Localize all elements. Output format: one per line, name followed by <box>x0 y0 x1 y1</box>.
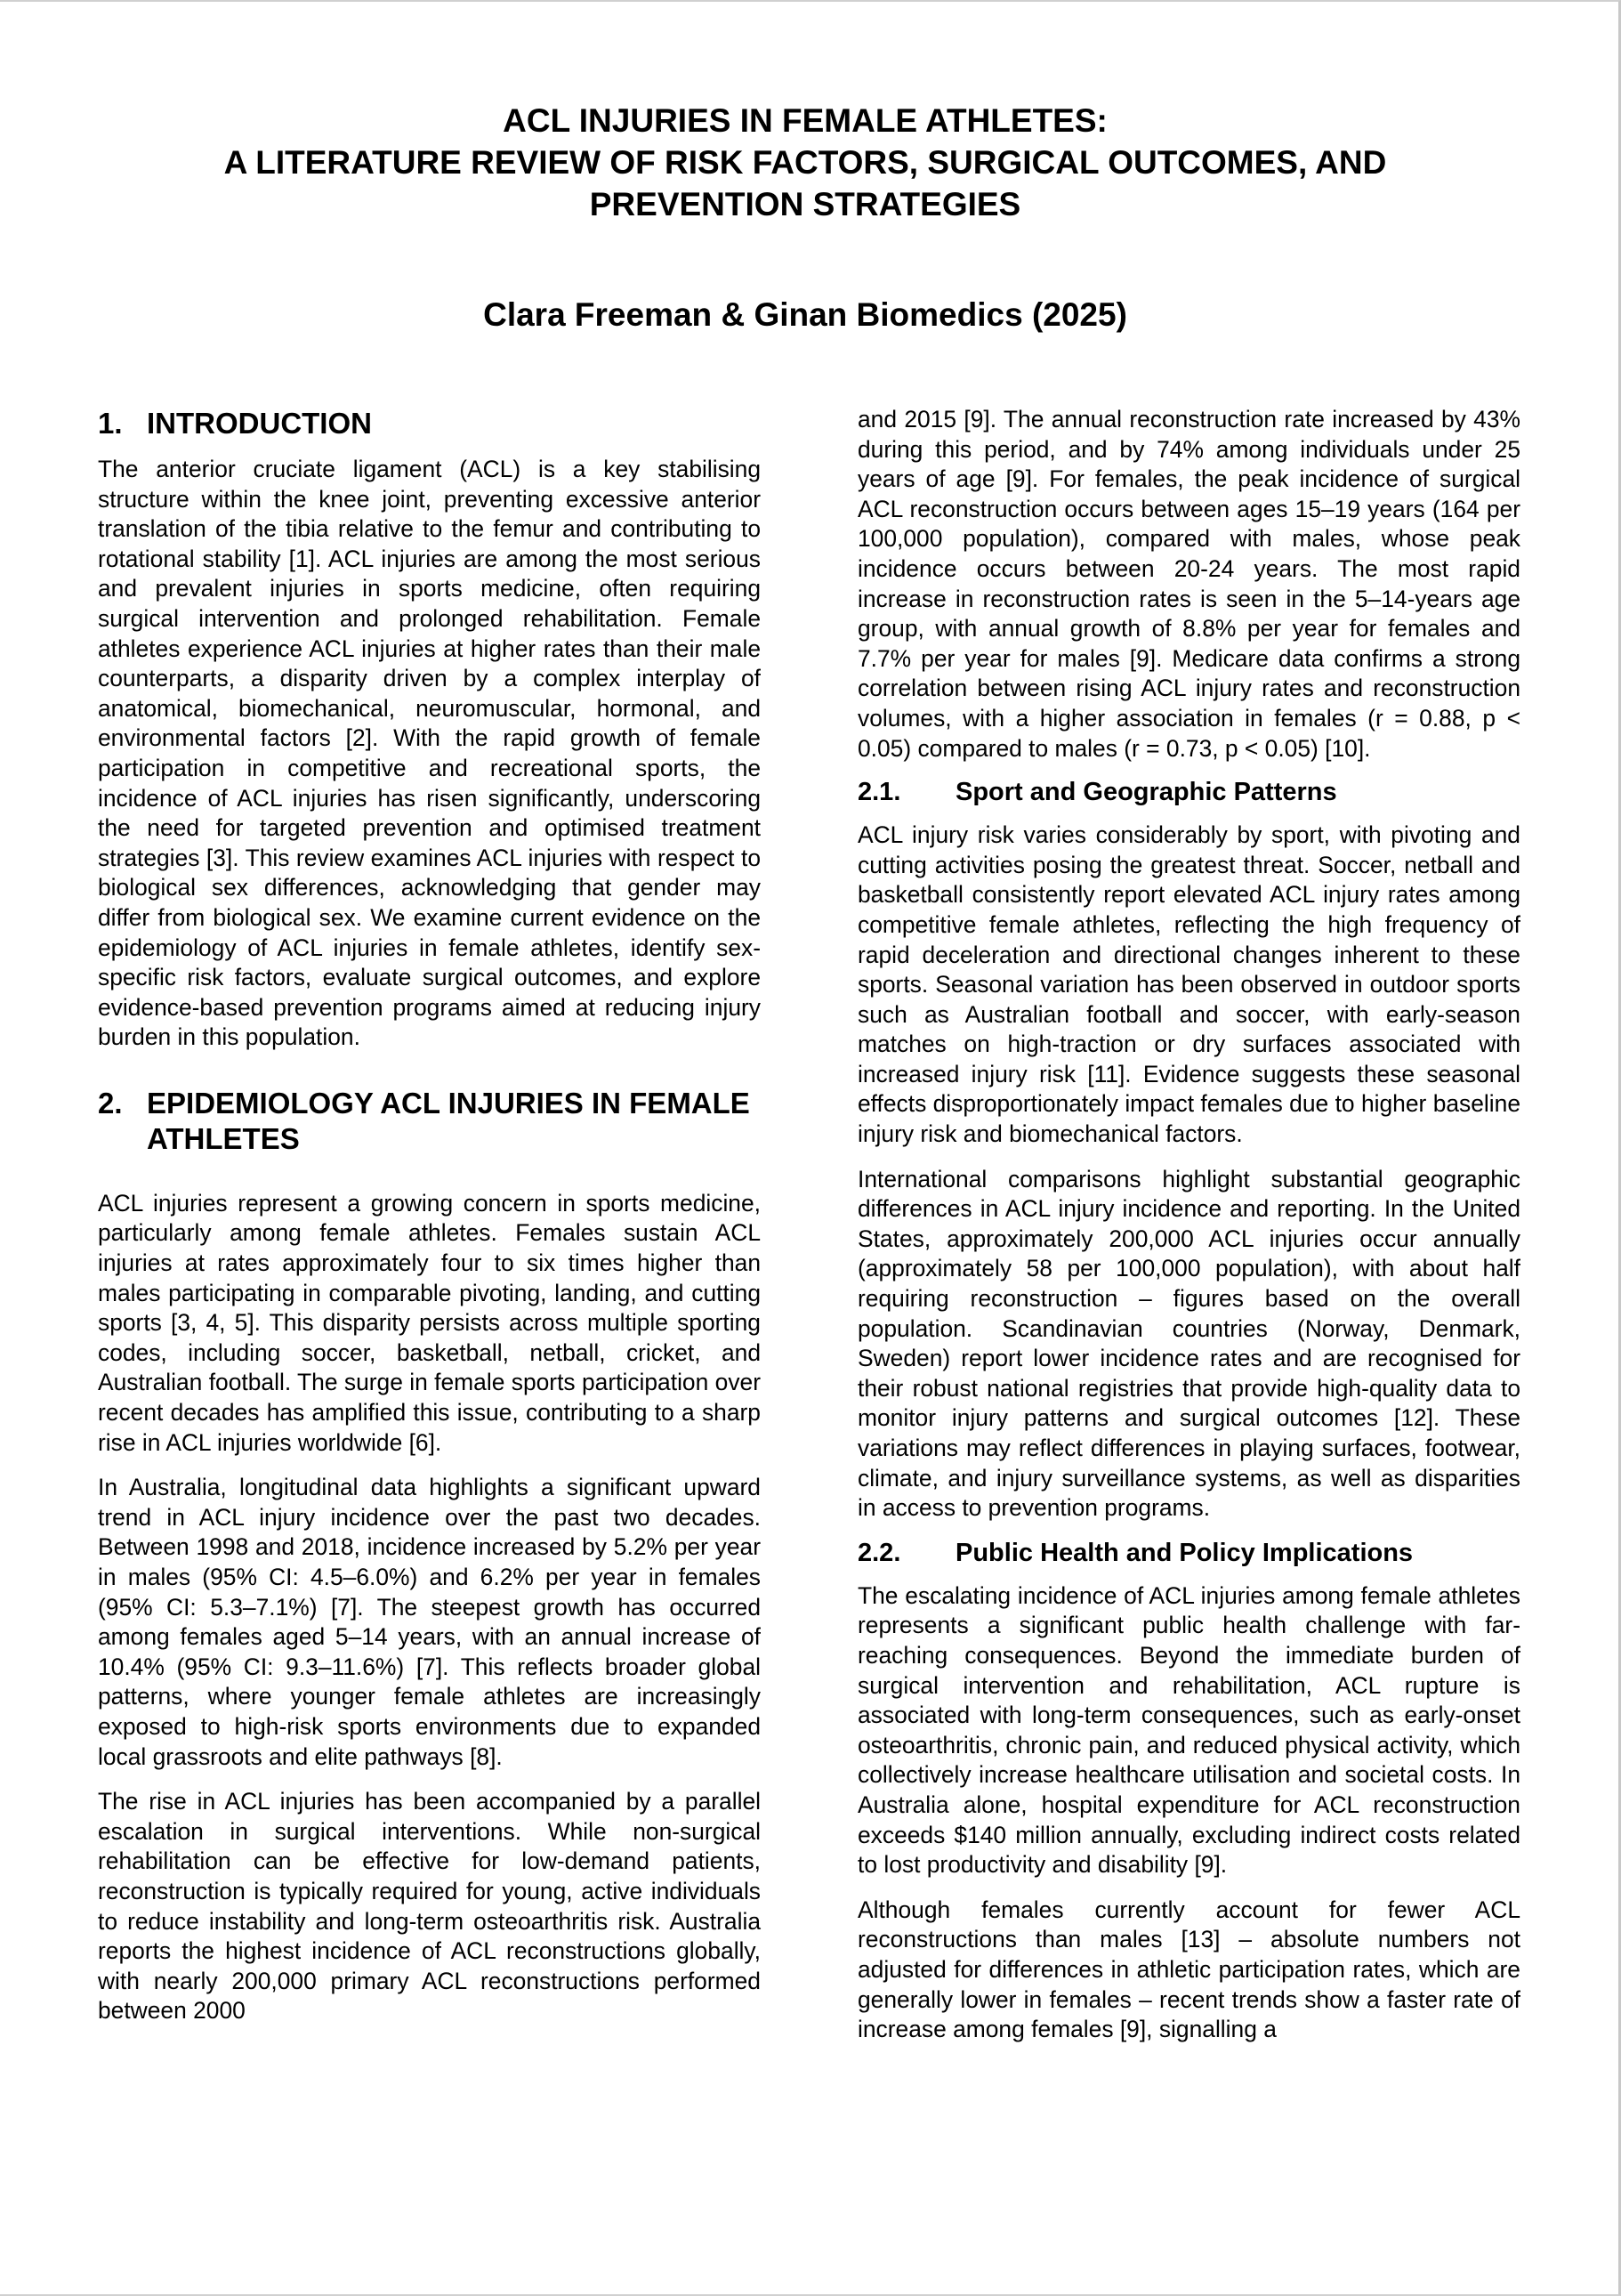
subsection-heading-sport-geographic <box>858 774 1520 810</box>
paper-title <box>98 100 1512 225</box>
sport-paragraph-1: ACL injury risk varies considerably by sport, with pivoting and cutting activities posing the greatest threat. Soccer, netball and basketball consistently report elevated ACL injury rates among competitive female athletes, reflecting the high frequency of rapid deceleration and directional changes inherent to these sports. Seasonal variation has been observed in outdoor sports such as Australian football and soccer, with early-season matches on high-traction or dry surfaces associated with increased injury risk [11]. Evidence suggests these seasonal effects disproportionately impact females due to higher baseline injury risk and biomechanical factors. <box>858 821 1520 1148</box>
section-number: 1. <box>98 407 123 440</box>
subsection-title: Sport and Geographic Patterns <box>956 778 1337 807</box>
epi-paragraph-3-continued: and 2015 [9]. The annual reconstruction rate increased by 43% during this period, and by 74% among individuals under 25 years of age [9]. For females, the peak incidence of surgical ACL reconstruction occurs between ages 15–19 years (164 per 100,000 population), compared with males, whose peak incidence occurs between 20-24 years. The most rapid increase in reconstruction rates is seen in the 5–14-years age group, with annual growth of 8.8% per year for females and 7.7% per year for males [9]. Medicare data confirms a strong correlation between rising ACL injury rates and reconstruction volumes, with a higher association in females (r = 0.88, p < 0.05) compared to males (r = 0.73, p < 0.05) [10]. <box>858 406 1520 762</box>
title-line-1: ACL INJURIES IN FEMALE ATHLETES: <box>503 102 1108 139</box>
subsection-number: 2.1. <box>858 778 901 807</box>
subsection-number: 2.2. <box>858 1538 901 1567</box>
section-heading-introduction <box>98 406 761 441</box>
epi-paragraph-2: In Australia, longitudinal data highlights a significant upward trend in ACL injury incidence over the past two decades. Between 1998 and 2018, incidence increased by 5.2% per year in males (95% CI: 4.5–6.0%) and 6.2% per year in females (95% CI: 5.3–7.1%) [7]. The steepest growth has occurred among females aged 5–14 years, with an annual increase of 10.4% (95% CI: 9.3–11.6%) [7]. This reflects broader global patterns, where younger female athletes are increasingly exposed to high-risk sports environments due to expanded local grassroots and elite pathways [8]. <box>98 1474 761 1770</box>
title-line-3: PREVENTION STRATEGIES <box>589 186 1021 222</box>
epi-paragraph-3: The rise in ACL injuries has been accompanied by a parallel escalation in surgical interventions. While non-surgical rehabilitation can be effective for low-demand patients, reconstruction is typically required for young, active individuals to reduce instability and long-term osteoarthritis risk. Australia reports the highest incidence of ACL reconstructions globally, with nearly 200,000 primary ACL reconstructions performed between 2000 <box>98 1788 761 2025</box>
title-line-2: A LITERATURE REVIEW OF RISK FACTORS, SURGICAL OUTCOMES, AND <box>223 144 1387 181</box>
section-title: EPIDEMIOLOGY ACL INJURIES IN FEMALE ATHLETES <box>147 1086 750 1155</box>
subsection-heading-public-health <box>858 1535 1520 1571</box>
section-heading-epidemiology <box>98 1086 761 1157</box>
policy-paragraph-2: Although females currently account for fewer ACL reconstructions than males [13] – absolute numbers not adjusted for differences in athletic participation rates, which are generally lower in females – recent trends show a faster rate of increase among females [9], signalling a <box>858 1896 1520 2043</box>
sport-paragraph-2: International comparisons highlight substantial geographic differences in ACL injury incidence and reporting. In the United States, approximately 200,000 ACL injuries occur annually (approximately 58 per 100,000 population), with about half requiring reconstruction – figures based on the overall population. Scandinavian countries (Norway, Denmark, Sweden) report lower incidence rates and are recognised for their robust national registries that provide high-quality data to monitor injury patterns and surgical outcomes [12]. These variations may reflect differences in playing surfaces, footwear, climate, and injury surveillance systems, as well as disparities in access to prevention programs. <box>858 1165 1520 1522</box>
section-title: INTRODUCTION <box>147 407 372 440</box>
policy-paragraph-1: The escalating incidence of ACL injuries among female athletes represents a significant public health challenge with far-reaching consequences. Beyond the immediate burden of surgical intervention and rehabilitation, ACL rupture is associated with long-term consequences, such as early-onset osteoarthritis, chronic pain, and reduced physical activity, which collectively increase healthcare utilisation and societal costs. In Australia alone, hospital expenditure for ACL reconstruction exceeds $140 million annually, excluding indirect costs related to lost productivity and disability [9]. <box>858 1581 1520 1879</box>
right-column <box>858 405 1520 2045</box>
subsection-title: Public Health and Policy Implications <box>956 1538 1414 1567</box>
left-column <box>98 406 761 2026</box>
epi-paragraph-1: ACL injuries represent a growing concern in sports medicine, particularly among female athletes. Females sustain ACL injuries at rates approximately four to six times higher than males participating in comparable pivoting, landing, and cutting sports [3, 4, 5]. This disparity persists across multiple sporting codes, including soccer, basketball, netball, cricket, and Australian football. The surge in female sports participation over recent decades has amplified this issue, contributing to a sharp rise in ACL injuries worldwide [6]. <box>98 1189 761 1456</box>
authors-line: Clara Freeman & Ginan Biomedics (2025) <box>483 296 1127 333</box>
section-number: 2. <box>98 1086 123 1120</box>
intro-paragraph-1: The anterior cruciate ligament (ACL) is a key stabilising structure within the knee joint, preventing excessive anterior translation of the tibia relative to the femur and contributing to rotational stability [1]. ACL injuries are among the most serious and prevalent injuries in sports medicine, often requiring surgical intervention and prolonged rehabilitation. Female athletes experience ACL injuries at higher rates than their male counterparts, a disparity driven by a complex interplay of anatomical, biomechanical, neuromuscular, hormonal, and environmental factors [2]. With the rapid growth of female participation in competitive and recreational sports, the incidence of ACL injuries has risen significantly, underscoring the need for targeted prevention and optimised treatment strategies [3]. This review examines ACL injuries with respect to biological sex differences, acknowledging that gender may differ from biological sex. We examine current evidence on the epidemiology of ACL injuries in female athletes, identify sex-specific risk factors, evaluate surgical outcomes, and explore evidence-based prevention programs aimed at reducing injury burden in this population. <box>98 456 761 1051</box>
